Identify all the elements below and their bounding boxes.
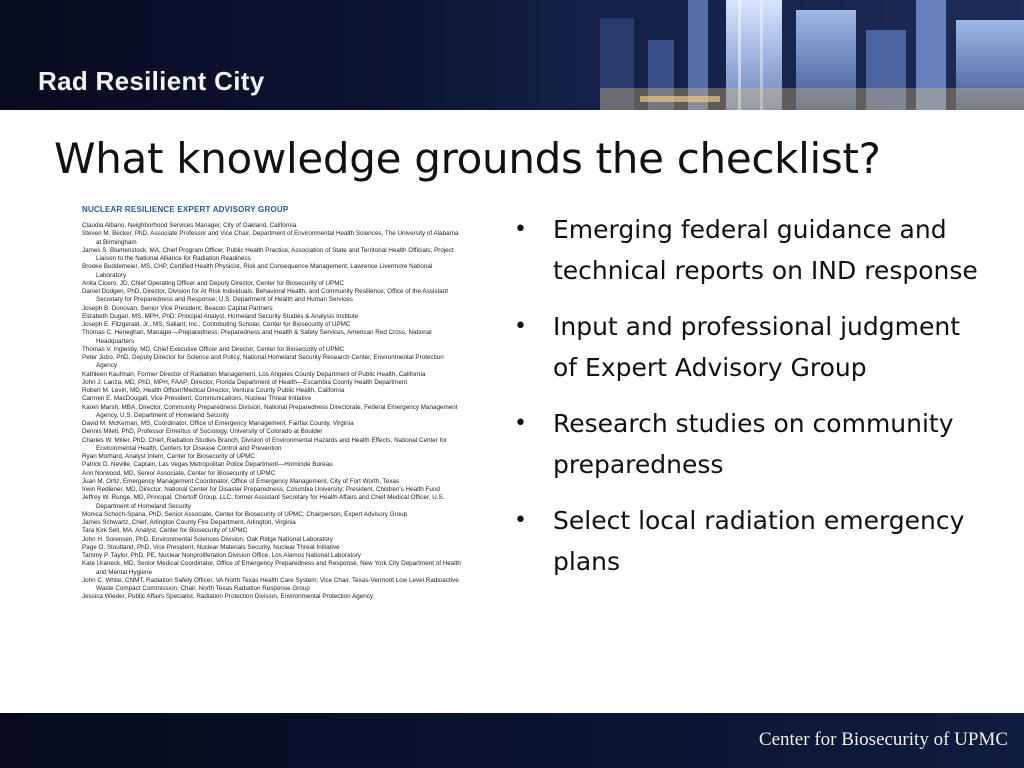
bullet-text: Input and professional judgment of Expert Advisory Group	[553, 312, 960, 382]
member-entry: John J. Lanza, MD, PhD, MPH, FAAP; Director, Florida Department of Health—Escambia County Health Department	[82, 378, 408, 386]
member-entry: Carmen E. MacDougall, Vice President, Communications, Nuclear Threat Initiative	[82, 395, 312, 403]
bullet-text: Research studies on community preparedness	[553, 409, 954, 479]
member-entry: Kate Uraneck, MD, Senior Medical Coordinator, Office of Emergency Preparedness and Response, New York City Department of Health and Mental Hygiene	[82, 560, 461, 576]
member-entry: James Schwartz, Chief, Arlington County Fire Department, Arlington, Virginia	[82, 519, 296, 526]
bullet-icon: •	[514, 508, 527, 533]
bullet-text: Select local radiation emergency plans	[553, 506, 965, 576]
member-entry: Anita Cicero, JD, Chief Operating Officer and Deputy Director, Center for Biosecurity of UPMC	[82, 279, 345, 287]
member-entry: Ryan Morhard, Analyst Intern, Center for Biosecurity of UPMC	[82, 453, 255, 460]
member-entry: David M. McKernan, MS, Coordinator, Office of Emergency Management, Fairfax County, Virginia	[82, 420, 354, 427]
member-entry: Jessica Wieder, Public Affairs Specialist, Radiation Protection Division, Environmental Protection Agency	[82, 593, 374, 601]
member-entry: Daniel Dodgen, PhD, Director, Division for At Risk Individuals, Behavioral Health, and Community Resilience; Office of the Assistant Secretary for Preparedness and Response; U.S. Department of Health and Human Services	[82, 288, 448, 304]
bullet-icon: •	[514, 411, 527, 436]
footer-organization: Center for Biosecurity of UPMC	[758, 729, 1008, 750]
member-entry: Page O. Stoutland, PhD, Vice President, Nuclear Materials Security, Nuclear Threat Initiative	[82, 543, 340, 551]
header-banner	[0, 0, 1024, 110]
bullet-item	[512, 501, 982, 582]
member-entry: Ann Norwood, MD, Senior Associate, Center for Biosecurity of UPMC	[82, 469, 276, 477]
member-entry: Joseph B. Donovan, Senior Vice President, Beacon Capital Partners	[82, 304, 273, 312]
member-entry: Joseph E. Fitzgerald, Jr., MS, Saliant, Inc.; Contributing Scholar, Center for Biosecurity of UPMC	[82, 321, 351, 328]
member-entry: Steven M. Becker, PhD, Associate Professor and Vice Chair, Department of Environmental Health Sciences, The University of Alabama at Birmingham	[82, 230, 459, 246]
member-entry: Thomas C. Heneghan, Manager—Preparedness; Preparedness and Health & Safety Services, American Red Cross, National Headquarters	[82, 329, 432, 345]
bullet-icon: •	[514, 217, 527, 242]
bullet-item	[512, 307, 982, 388]
member-entry: Kathleen Kaufman, Former Director of Radiation Management, Los Angeles County Department of Public Health, California	[82, 370, 426, 378]
advisory-group-heading: NUCLEAR RESILIENCE EXPERT ADVISORY GROUP	[82, 205, 289, 214]
member-entry: Jeffrey W. Runge, MD, Principal, Chertoff Group, LLC; former Assistant Secretary for Health Affairs and Chief Medical Officer, U.S. Department of Homeland Security	[82, 494, 445, 510]
member-entry: Robert M. Levin, MD, Health Officer/Medical Director, Ventura County Public Health, California	[82, 387, 345, 394]
member-entry: Tammy P. Taylor, PhD, PE, Nuclear Nonproliferation Division Office, Los Alamos National Laboratory	[82, 552, 361, 559]
member-entry: Elizabeth Dugan, MS, MPH, PhD; Principal Analyst, Homeland Security Studies & Analysis Institute	[82, 312, 359, 320]
member-entry: Karen Marsh, MBA, Director, Community Preparedness Division, National Preparedness Directorate, Federal Emergency Management Agency, U.S. Department of Homeland Security	[82, 403, 458, 419]
member-entry: Peter Jutro, PhD, Deputy Director for Science and Policy, National Homeland Security Research Center, Environmental Protection Agency	[82, 354, 444, 370]
member-entry: Irwin Redlener, MD, Director, National Center for Disaster Preparedness, Columbia University; President, Children's Health Fund	[82, 486, 440, 493]
member-entry: Thomas V. Inglesby, MD, Chief Executive Officer and Director, Center for Biosecurity of UPMC	[82, 345, 345, 353]
advisory-member-list	[82, 222, 462, 602]
bullet-icon: •	[514, 314, 527, 339]
bullet-item	[512, 404, 982, 485]
member-entry: Charles W. Miller, PhD, Chief, Radiation Studies Branch, Division of Environmental Hazards and Health Effects, National Center for Environmental Health, Centers for Disease Control and Prevention	[82, 436, 447, 452]
bullet-item	[512, 210, 982, 291]
brand-title: Rad Resilient City	[38, 66, 265, 96]
member-entry: Monica Schoch-Spana, PhD, Senior Associate, Center for Biosecurity of UPMC; Chairperson, Expert Advisory Group	[82, 510, 408, 518]
member-entry: James S. Blumenstock, MA, Chief Program Officer, Public Health Practice, Association of State and Territorial Health Officials; Project Liaison to the National Alliance for Radiation Readiness	[82, 246, 454, 262]
member-entry: Juan M. Ortiz, Emergency Management Coordinator, Office of Emergency Management, City of Fort Worth, Texas	[82, 477, 400, 485]
member-entry: John C. White, CNMT, Radiation Safety Officer, VA North Texas Health Care System; Vice Chair, Texas-Vermont Low Level Radioactive Waste Compact Commission; Chair, North Texas Radiation Response Group	[82, 576, 459, 592]
member-entry: Claudia Albano, Neighborhood Services Manager, City of Oakland, California	[82, 222, 297, 229]
bullet-text: Emerging federal guidance and technical reports on IND response	[553, 215, 978, 285]
bullet-list	[512, 210, 982, 598]
member-entry: John H. Sorensen, PhD, Environmental Sciences Division, Oak Ridge National Laboratory	[82, 535, 333, 543]
footer-bar	[0, 713, 1024, 768]
member-entry: Dennis Mileti, PhD, Professor Emeritus of Sociology, University of Colorado at Boulder	[82, 428, 323, 436]
slide-title: What knowledge grounds the checklist?	[54, 134, 881, 183]
member-entry: Tara Kirk Sell, MA, Analyst, Center for Biosecurity of UPMC	[82, 527, 248, 535]
member-entry: Patrick D. Neville, Captain, Las Vegas Metropolitan Police Department—Homicide Bureau	[82, 461, 333, 469]
member-entry: Brooke Buddemeier, MS, CHP, Certified Health Physicist, Risk and Consequence Management, Lawrence Livermore National Laboratory	[82, 263, 433, 279]
